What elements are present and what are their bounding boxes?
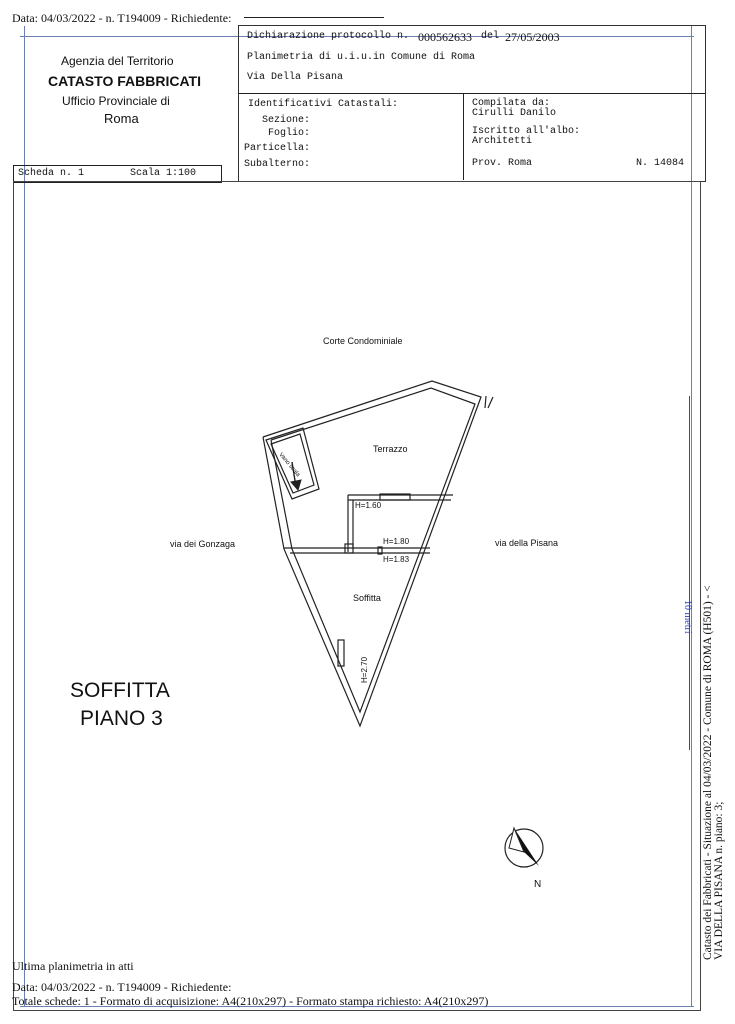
plan-title: Planimetria di u.i.u.in Comune di Roma <box>247 52 476 63</box>
scale-bar <box>689 396 690 750</box>
catasto-title: CATASTO FABBRICATI <box>48 73 201 89</box>
street-pisana: via della Pisana <box>495 538 559 548</box>
date-label: del <box>481 31 500 42</box>
footer-totale-line: Totale schede: 1 - Formato di acquisizione: A4(210x297) - Formato stampa richiesto: A4(210x297) <box>12 994 489 1008</box>
corte-label: Corte Condominiale <box>323 336 403 346</box>
height-label-3: H=1.83 <box>383 555 410 564</box>
header-data-line: Data: 04/03/2022 - n. T194009 - Richiedente: <box>12 11 232 25</box>
street-gonzaga: via dei Gonzaga <box>170 539 236 549</box>
province: Prov. Roma <box>472 158 533 169</box>
address: Via Della Pisana <box>247 72 344 83</box>
scala-label: Scala 1:100 <box>130 168 197 179</box>
protocol-number: 000562633 <box>418 30 472 44</box>
foglio-label: Foglio: <box>268 128 311 139</box>
vano-scala-label: Vano scala <box>277 452 301 479</box>
register-number: N. 14084 <box>636 158 685 169</box>
particella-label: Particella: <box>244 143 311 154</box>
protocol-date: 27/05/2003 <box>505 30 560 44</box>
last-plan-note: Ultima planimetria in atti <box>12 959 134 973</box>
compiler-name: Cirulli Danilo <box>472 108 557 119</box>
protocol-label: Dichiarazione protocollo n. <box>247 31 410 42</box>
plan-title-line2: PIANO 3 <box>80 707 163 730</box>
height-label-4: H=2.70 <box>360 656 369 683</box>
footer-data-line: Data: 04/03/2022 - n. T194009 - Richiedente: <box>12 980 232 994</box>
height-label-2: H=1.80 <box>383 537 410 546</box>
north-arrow-icon <box>505 828 543 867</box>
sezione-label: Sezione: <box>262 115 311 126</box>
side-catasto-text: Catasto dei Fabbricati - Situazione al 04/03/2022 - Comune di ROMA (H501) - < <box>702 585 714 960</box>
north-label: N <box>534 879 542 890</box>
compiler-label: Compilata da: <box>472 98 551 109</box>
scheda-label: Scheda n. 1 <box>18 168 85 179</box>
soffitta-label: Soffitta <box>353 593 381 603</box>
plan-title-line1: SOFFITTA <box>70 679 170 702</box>
height-label-1: H=1.60 <box>355 501 382 510</box>
city-label: Roma <box>104 111 139 126</box>
agency-name: Agenzia del Territorio <box>61 54 174 68</box>
identifiers-title: Identificativi Catastali: <box>248 99 399 110</box>
subalterno-label: Subalterno: <box>244 159 311 170</box>
ufficio-label: Ufficio Provinciale di <box>62 94 170 108</box>
albo-label: Iscritto all'albo: <box>472 126 581 137</box>
albo-value: Architetti <box>472 136 533 147</box>
terrazzo-label: Terrazzo <box>373 444 408 454</box>
scale-mark-label: 10 metri <box>682 600 693 634</box>
side-address-text: VIA DELLA PISANA n. piano: 3; <box>713 801 725 960</box>
